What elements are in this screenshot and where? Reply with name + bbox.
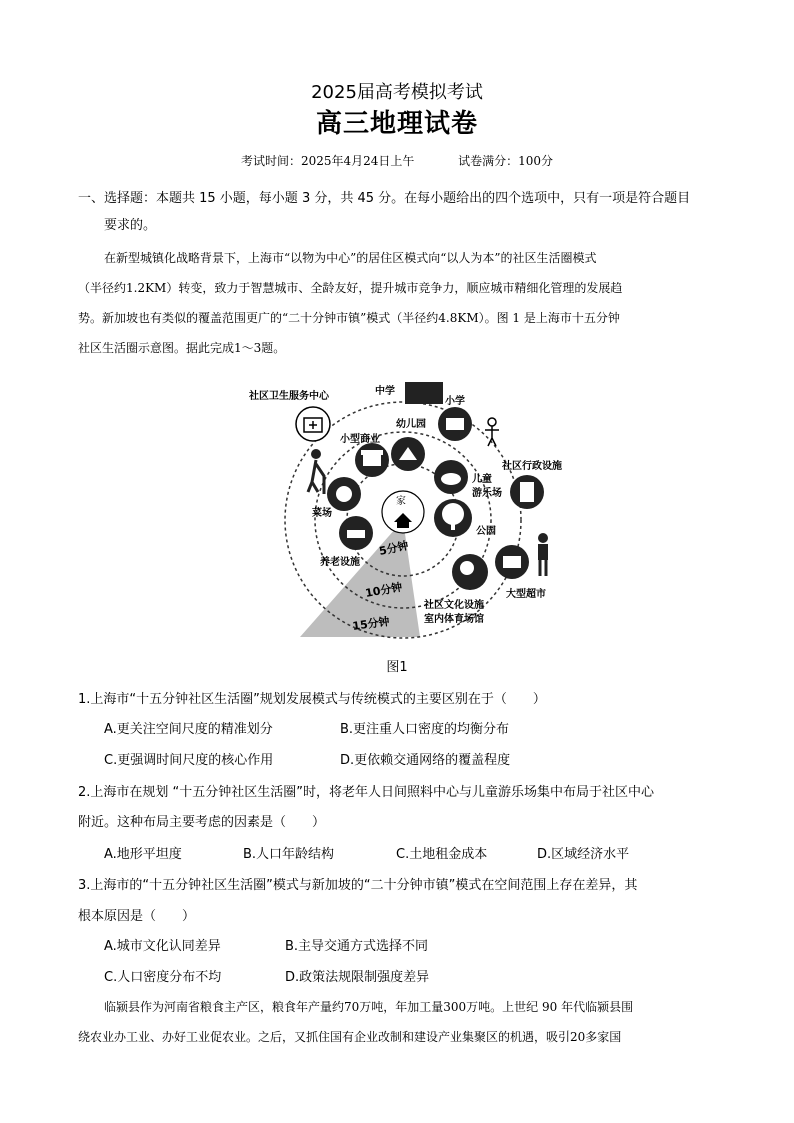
label-park: 公园 — [476, 526, 496, 537]
exam-time: 考试时间：2025年4月24日上午 — [240, 154, 415, 168]
label-sports: 室内体育场馆 — [424, 614, 484, 625]
question-2-stem-line1: 2.上海市在规划 “十五分钟社区生活圈”时，将老年人日间照料中心与儿童游乐场集中布局于社区中心 — [78, 785, 655, 800]
exam-title: 2025届高考模拟考试 — [311, 82, 483, 103]
q3-option-a[interactable]: A.城市文化认同差异 — [104, 939, 221, 954]
label-market: 菜场 — [312, 508, 332, 519]
middle-school-icon — [405, 382, 443, 404]
label-15min: 15分钟 — [351, 614, 391, 633]
q1-option-d[interactable]: D.更依赖交通网络的覆盖程度 — [340, 753, 511, 768]
label-playground-1: 儿童 — [472, 474, 492, 485]
label-small-commerce: 小型商业 — [340, 434, 380, 445]
section-instructions-line2: 要求的。 — [104, 218, 157, 233]
exam-meta — [0, 152, 794, 169]
q2-option-a[interactable]: A.地形平坦度 — [104, 847, 182, 862]
q2-option-c[interactable]: C.土地租金成本 — [396, 847, 488, 862]
passage1-line2: （半径约1.2KM）转变，致力于智慧城市、全龄友好，提升城市竞争力，顺应城市精细化管理的发展趋 — [78, 281, 623, 295]
question-2-stem-line2: 附近。这种布局主要考虑的因素是（ ） — [78, 815, 326, 830]
label-kindergarten: 幼儿园 — [396, 419, 426, 430]
passage2-line2: 绕农业办工业、办好工业促农业。之后，又抓住国有企业改制和建设产业集聚区的机遇，吸引20多家国 — [78, 1030, 622, 1044]
section-instructions-line1: 一、选择题：本题共 15 小题，每小题 3 分，共 45 分。在每小题给出的四个选项中，只有一项是符合题目 — [78, 191, 691, 206]
label-culture: 社区文化设施 — [424, 600, 484, 611]
label-5min: 5分钟 — [377, 539, 410, 558]
q1-option-b[interactable]: B.更注重人口密度的均衡分布 — [340, 722, 510, 737]
label-playground-2: 游乐场 — [472, 488, 502, 499]
elderly-figure-icon — [308, 449, 324, 494]
q2-option-d[interactable]: D.区域经济水平 — [537, 847, 630, 862]
adult-figure-icon — [538, 533, 548, 576]
question-3-stem-line2: 根本原因是（ ） — [78, 909, 196, 924]
label-admin: 社区行政设施 — [502, 461, 562, 472]
full-score: 试卷满分：100分 — [458, 154, 553, 168]
question-3-stem-line1: 3.上海市的“十五分钟社区生活圈”模式与新加坡的“二十分钟市镇”模式在空间范围上存在差异，其 — [78, 878, 638, 893]
question-1-stem: 1.上海市“十五分钟社区生活圈”规划发展模式与传统模式的主要区别在于（ ） — [78, 692, 546, 707]
label-elderly-care: 养老设施 — [320, 557, 360, 568]
q1-option-c[interactable]: C.更强调时间尺度的核心作用 — [104, 753, 274, 768]
passage1-line1: 在新型城镇化战略背景下，上海市“以物为中心”的居住区模式向“以人为本”的社区生活圈模式 — [104, 251, 597, 265]
passage2-line1: 临颍县作为河南省粮食主产区，粮食年产量约70万吨，年加工量300万吨。上世纪 90 年代临颍县围 — [104, 1000, 634, 1014]
community-circle-diagram — [240, 372, 590, 642]
label-supermarket: 大型超市 — [506, 589, 546, 600]
passage1-line4: 社区生活圈示意图。据此完成1～3题。 — [78, 341, 286, 355]
label-primary-school: 小学 — [445, 396, 465, 407]
q3-option-c[interactable]: C.人口密度分布不均 — [104, 970, 222, 985]
q3-option-b[interactable]: B.主导交通方式选择不同 — [285, 939, 429, 954]
label-health-center: 社区卫生服务中心 — [249, 391, 329, 402]
label-10min: 10分钟 — [364, 580, 404, 600]
passage1-line3: 势。新加坡也有类似的覆盖范围更广的“二十分钟市镇”模式（半径约4.8KM）。图 1 是上海市十五分钟 — [78, 311, 620, 325]
label-home: 家 — [396, 496, 406, 507]
q3-option-d[interactable]: D.政策法规限制强度差异 — [285, 970, 430, 985]
q2-option-b[interactable]: B.人口年龄结构 — [243, 847, 335, 862]
q1-option-a[interactable]: A.更关注空间尺度的精准划分 — [104, 722, 273, 737]
figure-caption: 图1 — [386, 660, 408, 675]
paper-title: 高三地理试卷 — [315, 109, 478, 139]
label-middle-school: 中学 — [375, 386, 395, 397]
